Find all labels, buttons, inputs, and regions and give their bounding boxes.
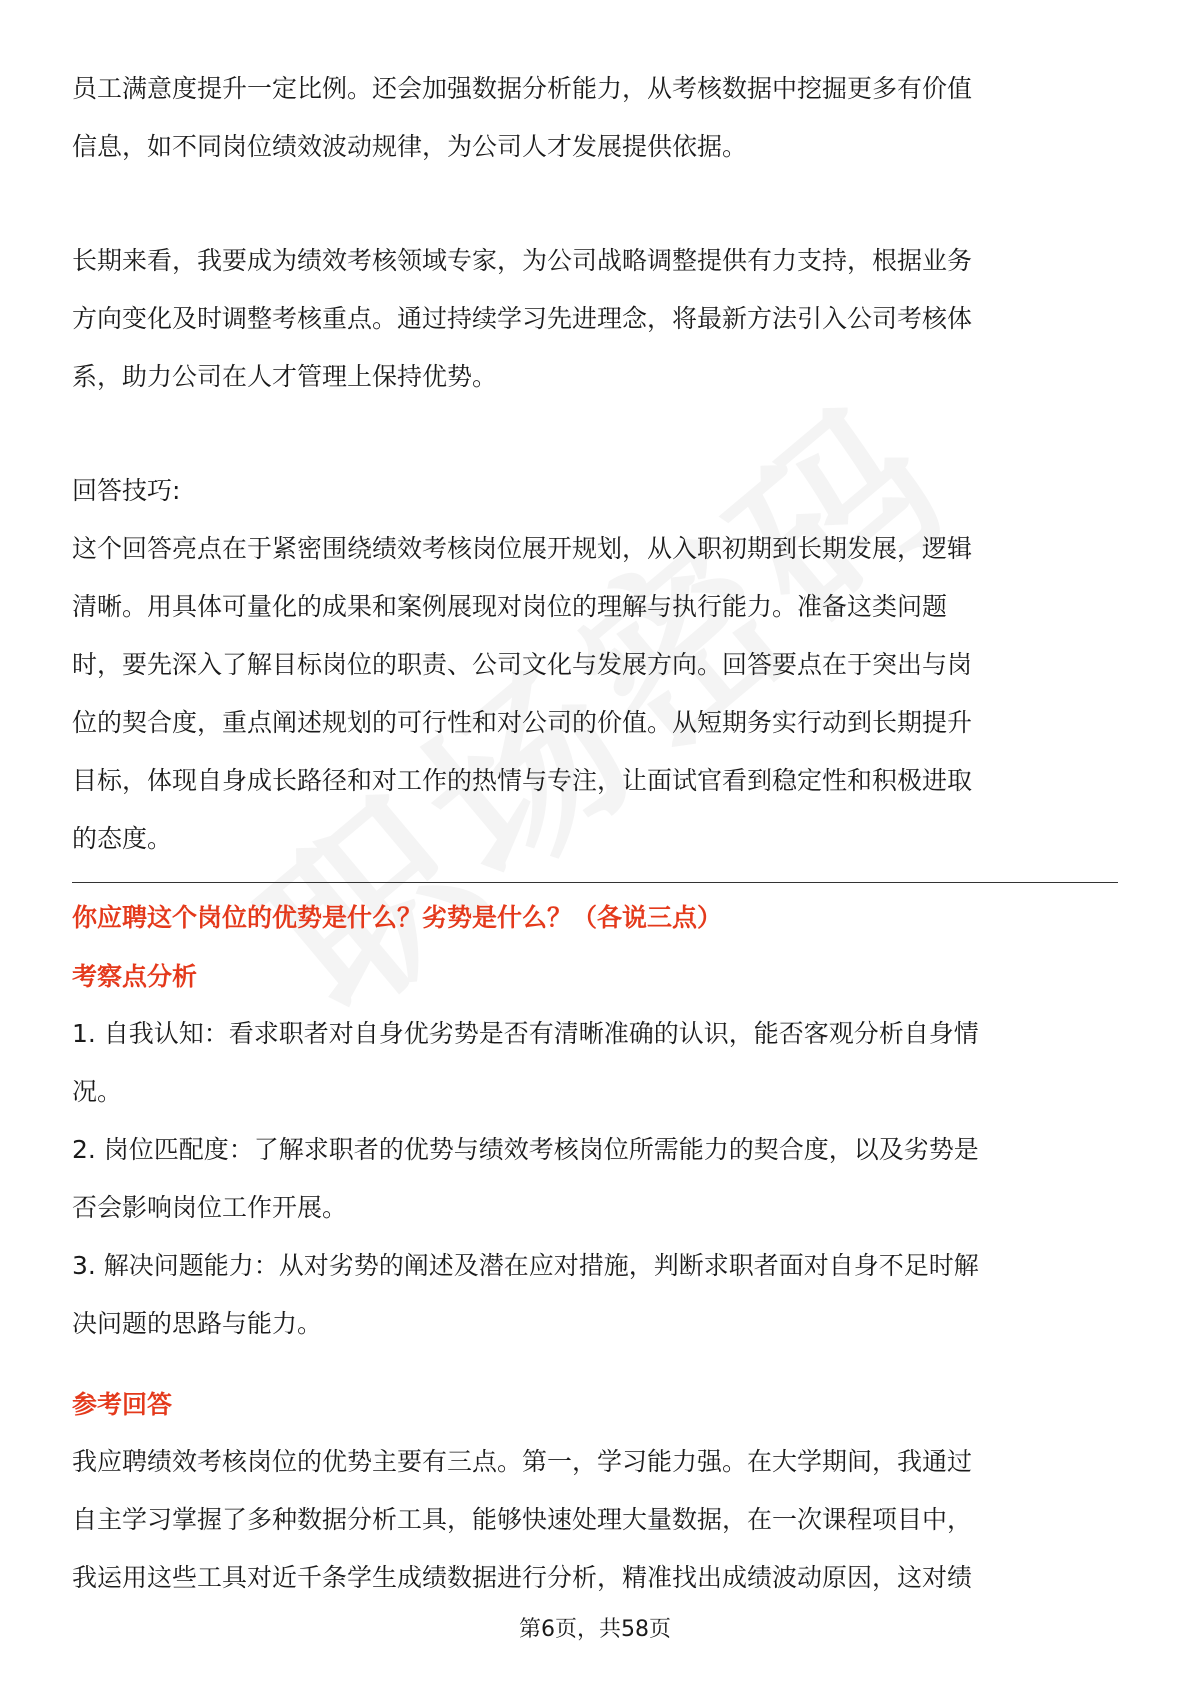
reference-heading: 参考回答 [72,1390,173,1419]
text-line: 清晰。用具体可量化的成果和案例展现对岗位的理解与执行能力。准备这类问题 [72,592,948,621]
text-line: 方向变化及时调整考核重点。通过持续学习先进理念，将最新方法引入公司考核体 [72,304,973,333]
text-line: 自主学习掌握了多种数据分析工具，能够快速处理大量数据，在一次课程项目中， [72,1505,973,1534]
list-item: 1. 自我认知：看求职者对自身优劣势是否有清晰准确的认识，能否客观分析自身情 [72,1019,979,1048]
page-number-footer: 第6页，共58页 [519,1617,671,1642]
text-line: 系，助力公司在人才管理上保持优势。 [72,362,498,391]
text-line: 目标，体现自身成长路径和对工作的热情与专注，让面试官看到稳定性和积极进取 [72,766,973,795]
text-line: 长期来看，我要成为绩效考核领域专家，为公司战略调整提供有力支持，根据业务 [72,246,973,275]
reference-answer [72,1433,1118,1607]
text-line: 的态度。 [72,824,173,853]
paragraph-top [72,60,1118,176]
tips-label: 回答技巧: [72,476,181,505]
analysis-heading: 考察点分析 [72,962,198,991]
text-line: 我运用这些工具对近千条学生成绩数据进行分析，精准找出成绩波动原因，这对绩 [72,1563,973,1592]
analysis-list [72,1005,1118,1353]
page-content [72,60,1118,1607]
text-line: 我应聘绩效考核岗位的优势主要有三点。第一，学习能力强。在大学期间，我通过 [72,1447,973,1476]
list-item: 否会影响岗位工作开展。 [72,1193,348,1222]
paragraph-long-term [72,232,1118,406]
tips-section [72,462,1118,868]
list-item: 决问题的思路与能力。 [72,1309,323,1338]
text-line: 这个回答亮点在于紧密围绕绩效考核岗位展开规划，从入职初期到长期发展，逻辑 [72,534,973,563]
list-item: 2. 岗位匹配度：了解求职者的优势与绩效考核岗位所需能力的契合度，以及劣势是 [72,1135,979,1164]
list-item: 3. 解决问题能力：从对劣势的阐述及潜在应对措施，判断求职者面对自身不足时解 [72,1251,979,1280]
text-line: 时，要先深入了解目标岗位的职责、公司文化与发展方向。回答要点在于突出与岗 [72,650,973,679]
text-line: 信息，如不同岗位绩效波动规律，为公司人才发展提供依据。 [72,132,748,161]
text-line: 位的契合度，重点阐述规划的可行性和对公司的价值。从短期务实行动到长期提升 [72,708,973,737]
text-line: 员工满意度提升一定比例。还会加强数据分析能力，从考核数据中挖掘更多有价值 [72,74,973,103]
question-title: 你应聘这个岗位的优势是什么？劣势是什么？（各说三点） [72,903,723,932]
list-item: 况。 [72,1077,123,1106]
section-divider [72,882,1118,883]
